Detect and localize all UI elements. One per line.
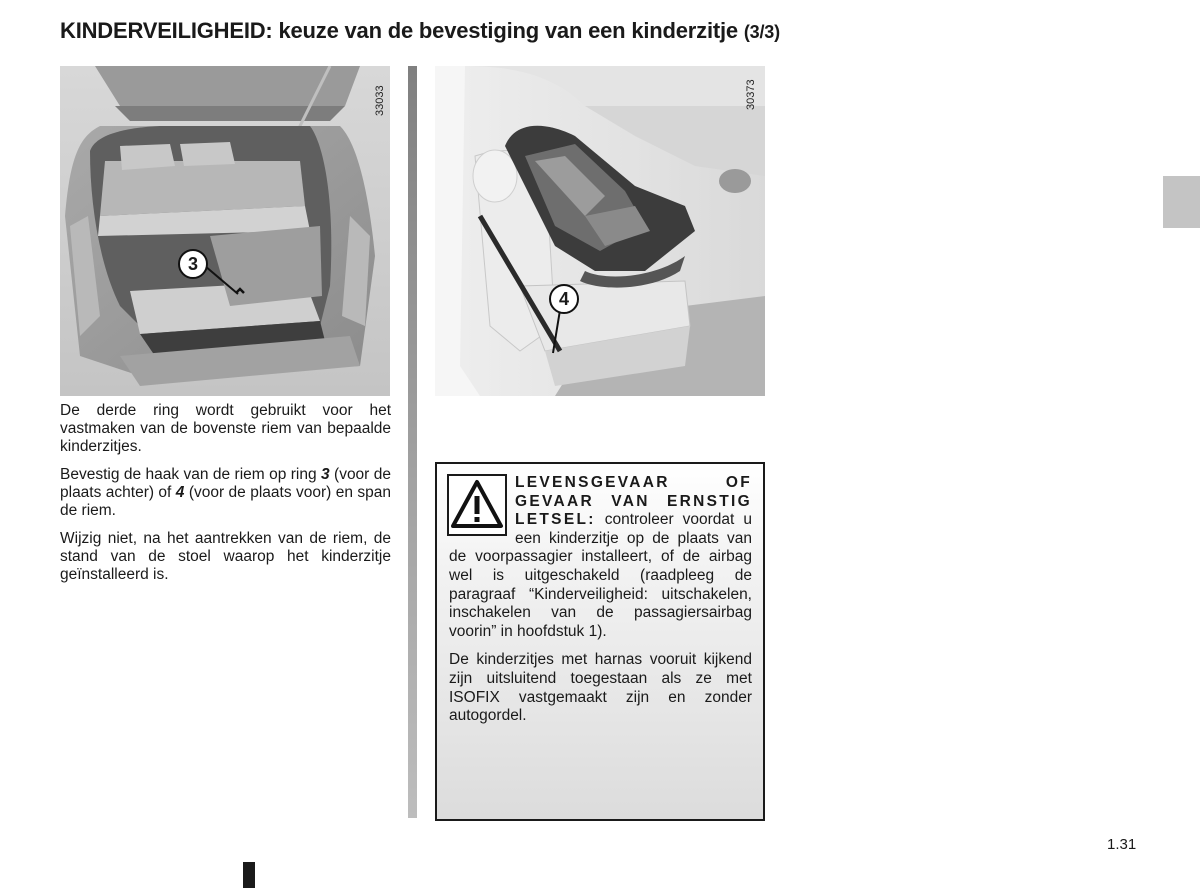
ring-4-reference: 4 bbox=[175, 484, 185, 501]
figure-front-seat bbox=[435, 66, 765, 396]
warning-heading: LEVENSGEVAAR OF GEVAAR VAN ERNSTIG LETSEL: bbox=[515, 474, 752, 529]
ring-3-reference: 3 bbox=[321, 466, 330, 483]
front-seat-illustration bbox=[435, 66, 765, 396]
title-part: (3/3) bbox=[743, 22, 780, 42]
warning-paragraph-1: LEVENSGEVAAR OF GEVAAR VAN ERNSTIG LETSEL: controleer voordat u een kinderzitje op de plaats van de voorpassagier installeert, of de airbag wel is uitgeschakeld (raadpleeg de paragraaf “Kinderveiligheid: uitschakelen, inschakelen van de passagiersairbag voorin” in hoofdstuk 1). bbox=[449, 474, 752, 640]
warning-box bbox=[435, 462, 765, 821]
page-title bbox=[60, 18, 780, 44]
body-paragraph-3: Wijzig niet, na het aantrekken van de riem, de stand van de stoel waarop het kinderzitje geïnstalleerd is. bbox=[60, 530, 391, 583]
body-paragraph-1: De derde ring wordt gebruikt voor het vastmaken van de bovenste riem van bepaalde kinderzitjes. bbox=[60, 402, 391, 455]
figure-code-left: 33033 bbox=[374, 85, 386, 116]
figure-rear-boot bbox=[60, 66, 390, 396]
figure-code-right: 30373 bbox=[745, 79, 757, 110]
body-text bbox=[60, 402, 391, 594]
callout-ring-3: 3 bbox=[178, 249, 208, 279]
page-number: 1.31 bbox=[1107, 836, 1137, 853]
rear-boot-illustration bbox=[60, 66, 390, 396]
chapter-tab bbox=[1163, 176, 1200, 228]
body-paragraph-2: Bevestig de haak van de riem op ring 3 (voor de plaats achter) of 4 (voor de plaats voor) en span de riem. bbox=[60, 466, 391, 519]
column-divider bbox=[408, 66, 417, 818]
title-main: KINDERVEILIGHEID: keuze van de bevestiging van een kinderzitje bbox=[60, 18, 738, 43]
callout-ring-4: 4 bbox=[549, 284, 579, 314]
bottom-mark bbox=[243, 862, 255, 888]
warning-text bbox=[449, 474, 752, 736]
warning-paragraph-2: De kinderzitjes met harnas vooruit kijkend zijn uitsluitend toegestaan als ze met ISOFIX vastgemaakt zijn en zonder autogordel. bbox=[449, 651, 752, 725]
